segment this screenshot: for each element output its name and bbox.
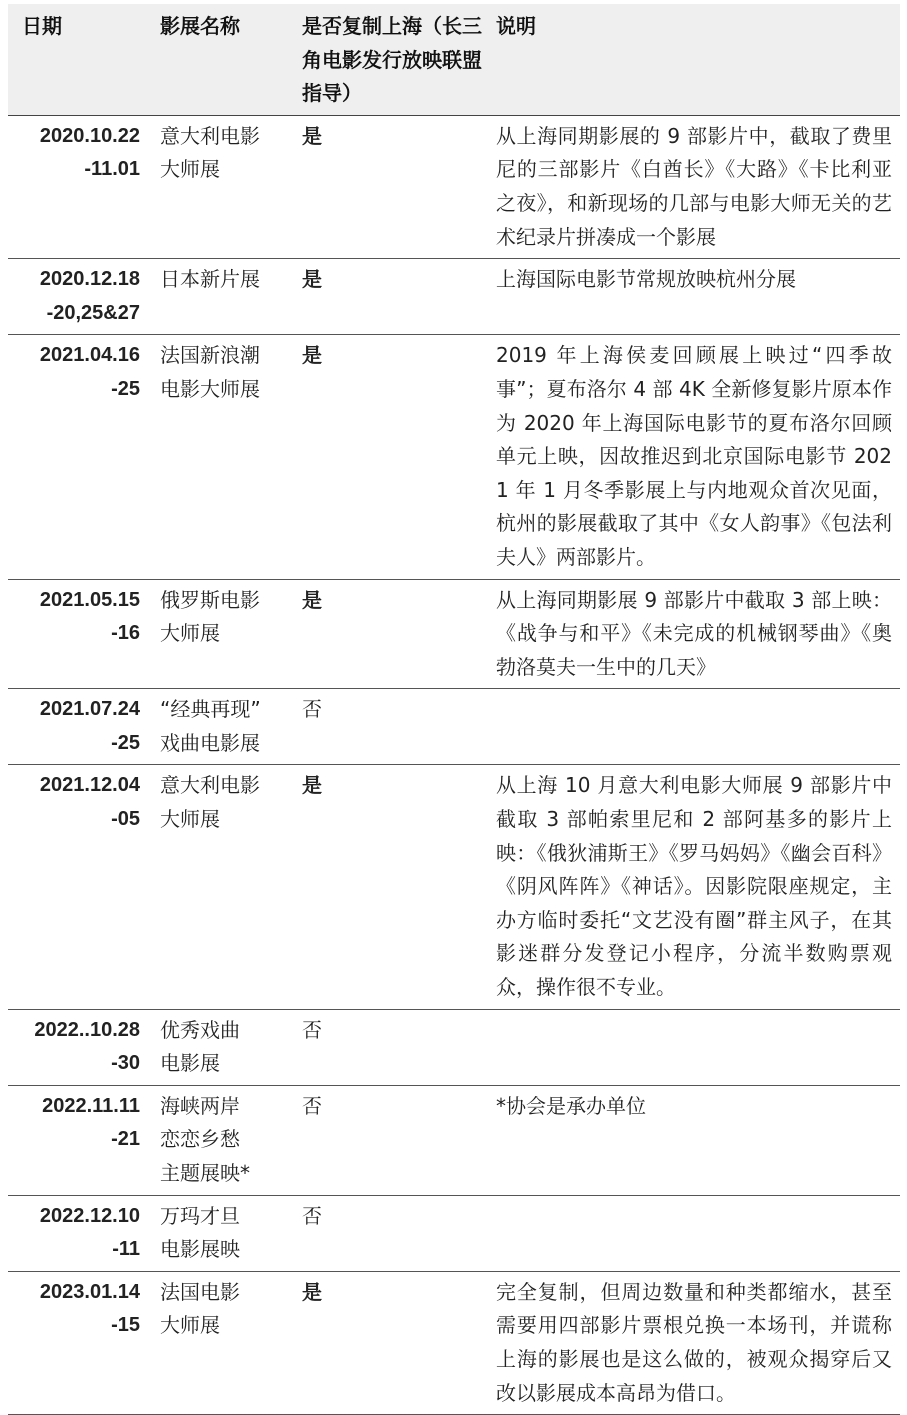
- name-line-2: 恋恋乡愁: [160, 1127, 240, 1152]
- name-line-1: 万玛才旦: [160, 1203, 240, 1228]
- date-end: -21: [111, 1128, 140, 1151]
- table-row: [8, 1195, 900, 1271]
- cell-copy-shanghai: 否: [302, 697, 322, 722]
- name-line-2: 电影展映: [160, 1237, 240, 1262]
- date-end: -15: [111, 1314, 140, 1337]
- cell-note: 从上海 10 月意大利电影大师展 9 部影片中截取 3 部帕索里尼和 2 部阿基多的影片上映：《俄狄浦斯王》《罗马妈妈》《幽会百科》《阴风阵阵》《神话》。因影院限座规定，主办方临时委托“文艺没有圈”群主风子，在其影迷群分发登记小程序，分流半数购票观众，操作很不专业。: [496, 773, 892, 1000]
- cell-note: 从上海同期影展 9 部影片中截取 3 部上映：《战争与和平》《未完成的机械钢琴曲》《奥勃洛莫夫一生中的几天》: [496, 587, 892, 679]
- cell-copy-shanghai: 是: [302, 587, 322, 612]
- cell-exhibition-name: [148, 689, 290, 765]
- header-note: 说明: [496, 14, 536, 38]
- name-line-1: 优秀戏曲: [160, 1017, 240, 1042]
- table-row: [8, 1271, 900, 1414]
- table-row: [8, 1085, 900, 1195]
- date-start: 2021.04.16: [39, 344, 140, 367]
- cell-date: [8, 335, 148, 579]
- name-line-2: 大师展: [160, 621, 220, 646]
- cell-exhibition-name: [148, 1195, 290, 1271]
- name-line-2: 大师展: [160, 157, 220, 182]
- film-exhibition-table: [8, 4, 900, 1415]
- date-end: -30: [111, 1052, 140, 1075]
- cell-copy-shanghai: 是: [302, 123, 322, 148]
- cell-exhibition-name: [148, 335, 290, 579]
- date-start: 2020.10.22: [39, 124, 140, 147]
- name-line-1: 俄罗斯电影: [160, 587, 260, 612]
- cell-copy-shanghai: 是: [302, 343, 322, 368]
- name-line-1: 意大利电影: [160, 123, 260, 148]
- name-line-2: 戏曲电影展: [160, 730, 260, 755]
- cell-date: [8, 1271, 148, 1414]
- name-line-2: 电影展: [160, 1051, 220, 1076]
- name-line-1: 海峡两岸: [160, 1093, 240, 1118]
- cell-exhibition-name: [148, 1271, 290, 1414]
- cell-exhibition-name: [148, 579, 290, 689]
- name-line-2: 大师展: [160, 807, 220, 832]
- date-end: -20,25&27: [46, 301, 140, 324]
- table-row: [8, 765, 900, 1009]
- name-line-3: 主题展映*: [160, 1161, 250, 1185]
- cell-note: 完全复制，但周边数量和种类都缩水，甚至需要用四部影片票根兑换一本场刊，并谎称上海的影展也是这么做的，被观众揭穿后又改以影展成本高昂为借口。: [496, 1279, 892, 1405]
- cell-exhibition-name: [148, 259, 290, 335]
- cell-copy-shanghai: 是: [302, 1279, 322, 1304]
- cell-exhibition-name: [148, 765, 290, 1009]
- cell-copy-shanghai: 是: [302, 267, 322, 292]
- cell-note: [484, 689, 900, 765]
- cell-copy-shanghai: 是: [302, 773, 322, 798]
- name-line-1: 法国新浪潮: [160, 343, 260, 368]
- date-end: -25: [111, 731, 140, 754]
- cell-exhibition-name: [148, 1009, 290, 1085]
- name-line-2: 大师展: [160, 1313, 220, 1338]
- table-header-row: [8, 4, 900, 115]
- header-date: 日期: [22, 14, 62, 38]
- cell-date: [8, 1085, 148, 1195]
- header-name: 影展名称: [160, 14, 240, 38]
- cell-exhibition-name: [148, 1085, 290, 1195]
- date-start: 2020.12.18: [39, 268, 140, 291]
- cell-note: [484, 1195, 900, 1271]
- date-start: 2022.11.11: [42, 1094, 140, 1117]
- table-row: [8, 335, 900, 579]
- header-copy-shanghai: 是否复制上海（长三角电影发行放映联盟指导）: [302, 14, 482, 106]
- name-line-1: 日本新片展: [160, 267, 260, 292]
- date-start: 2021.12.04: [39, 774, 140, 797]
- cell-note: 从上海同期影展的 9 部影片中，截取了费里尼的三部影片《白酋长》《大路》《卡比利亚之夜》，和新现场的几部与电影大师无关的艺术纪录片拼凑成一个影展: [496, 123, 892, 249]
- date-end: -11: [112, 1238, 140, 1261]
- date-start: 2023.01.14: [39, 1280, 140, 1303]
- name-line-1: 法国电影: [160, 1279, 240, 1304]
- name-line-2: 电影大师展: [160, 376, 260, 401]
- cell-copy-shanghai: 否: [302, 1017, 322, 1042]
- cell-date: [8, 115, 148, 258]
- table-row: [8, 689, 900, 765]
- name-line-1: “经典再现”: [160, 697, 261, 722]
- cell-exhibition-name: [148, 115, 290, 258]
- cell-note: *协会是承办单位: [496, 1093, 646, 1118]
- date-end: -16: [111, 622, 140, 645]
- cell-date: [8, 579, 148, 689]
- table-row: [8, 1009, 900, 1085]
- table-row: [8, 259, 900, 335]
- cell-date: [8, 765, 148, 1009]
- date-end: -25: [111, 377, 140, 400]
- cell-note: [484, 1009, 900, 1085]
- date-start: 2021.05.15: [39, 588, 140, 611]
- date-start: 2022.12.10: [39, 1204, 140, 1227]
- cell-date: [8, 1009, 148, 1085]
- cell-date: [8, 689, 148, 765]
- cell-copy-shanghai: 否: [302, 1093, 322, 1118]
- cell-date: [8, 1195, 148, 1271]
- date-start: 2021.07.24: [39, 698, 140, 721]
- table-row: [8, 115, 900, 258]
- date-end: -05: [111, 808, 140, 831]
- date-start: 2022..10.28: [34, 1018, 140, 1041]
- cell-copy-shanghai: 否: [302, 1203, 322, 1228]
- table-row: [8, 579, 900, 689]
- name-line-1: 意大利电影: [160, 773, 260, 798]
- cell-date: [8, 259, 148, 335]
- date-end: -11.01: [84, 158, 140, 181]
- cell-note: 上海国际电影节常规放映杭州分展: [496, 267, 796, 292]
- cell-note: 2019 年上海侯麦回顾展上映过“四季故事”；夏布洛尔 4 部 4K 全新修复影片原本作为 2020 年上海国际电影节的夏布洛尔回顾单元上映，因故推迟到北京国际电影节 2021 年 1 月冬季影展上与内地观众首次见面，杭州的影展截取了其中《女人韵事》《包法利夫人》两部影片。: [496, 343, 892, 569]
